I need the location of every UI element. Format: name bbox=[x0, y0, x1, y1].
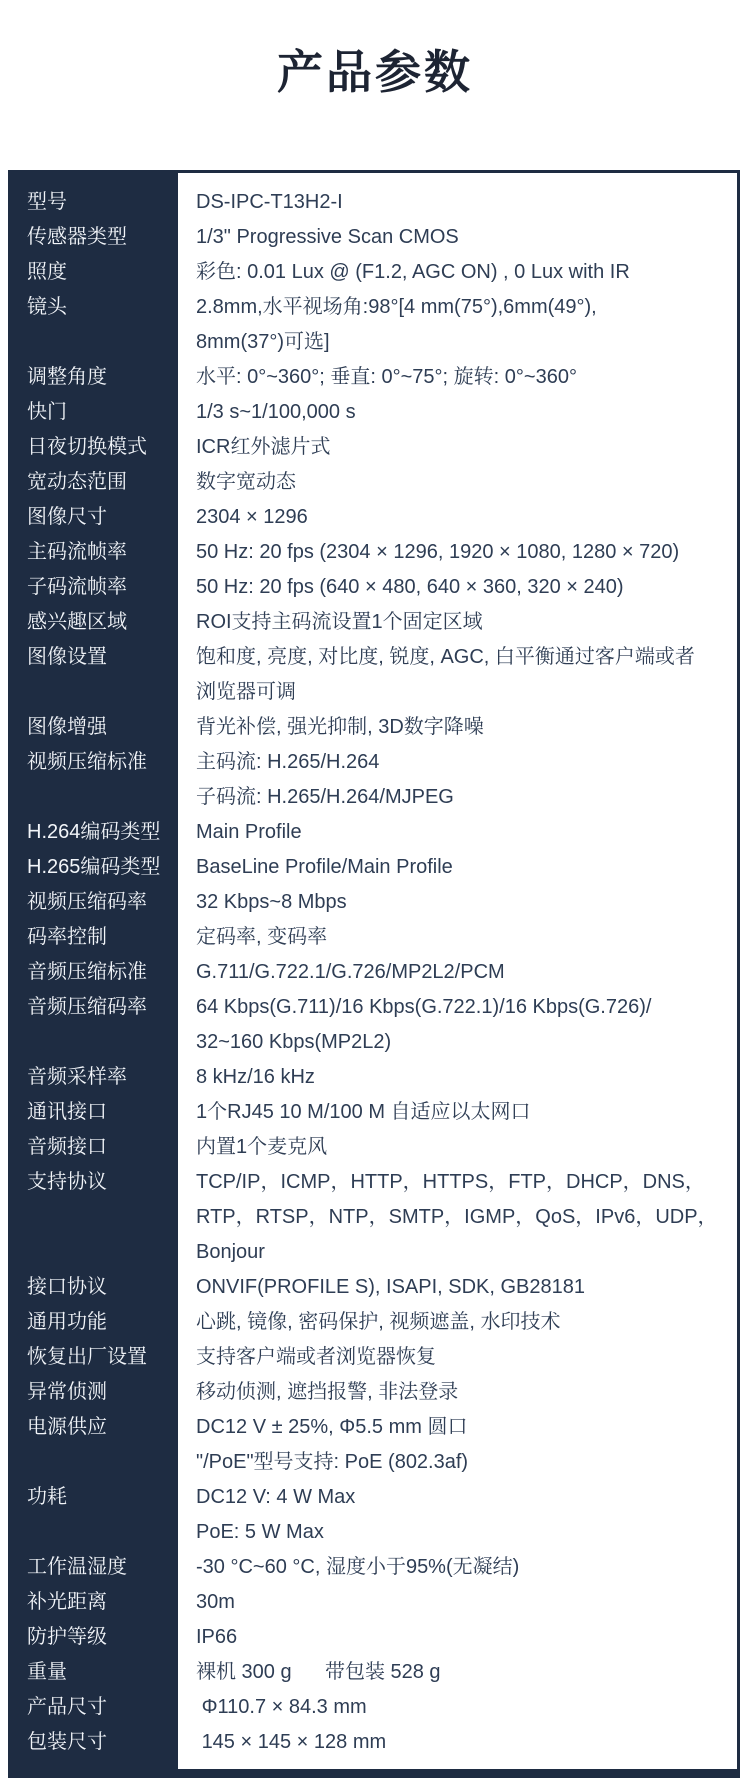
spec-label: 传感器类型 bbox=[27, 226, 127, 248]
spec-value bbox=[178, 1655, 737, 1690]
spec-label: 音频采样率 bbox=[27, 1066, 127, 1088]
spec-value-line: 彩色: 0.01 Lux @ (F1.2, AGC ON) , 0 Lux with IR bbox=[196, 261, 630, 283]
spec-value bbox=[178, 1375, 737, 1410]
spec-label: 产品尺寸 bbox=[27, 1696, 107, 1718]
spec-value-line: 支持客户端或者浏览器恢复 bbox=[196, 1346, 436, 1368]
spec-label: 接口协议 bbox=[27, 1276, 107, 1298]
spec-value bbox=[178, 535, 737, 570]
spec-label: 工作温湿度 bbox=[27, 1556, 127, 1578]
spec-value-line: "/PoE"型号支持: PoE (802.3af) bbox=[196, 1451, 469, 1473]
table-row bbox=[11, 605, 737, 640]
spec-label: 功耗 bbox=[27, 1486, 67, 1508]
spec-label: 重量 bbox=[27, 1661, 67, 1683]
spec-value-line: 50 Hz: 20 fps (640 × 480, 640 × 360, 320 × 240) bbox=[196, 576, 624, 598]
spec-table bbox=[8, 170, 740, 1778]
table-row bbox=[11, 1655, 737, 1690]
spec-value-line: 裸机 300 g 带包装 528 g bbox=[196, 1661, 441, 1683]
spec-value bbox=[178, 955, 737, 990]
spec-label: 音频接口 bbox=[27, 1136, 107, 1158]
spec-label: 防护等级 bbox=[27, 1626, 107, 1648]
table-row bbox=[11, 640, 737, 710]
spec-value bbox=[178, 290, 737, 360]
table-row bbox=[11, 1725, 737, 1760]
spec-value bbox=[178, 500, 737, 535]
table-row bbox=[11, 395, 737, 430]
spec-value-line: G.711/G.722.1/G.726/MP2L2/PCM bbox=[196, 961, 505, 983]
spec-value bbox=[178, 1305, 737, 1340]
spec-value-line: Bonjour bbox=[196, 1241, 265, 1263]
spec-value-line: 32 Kbps~8 Mbps bbox=[196, 891, 347, 913]
table-row bbox=[11, 850, 737, 885]
spec-value-line: DS-IPC-T13H2-I bbox=[196, 191, 343, 213]
spec-value-line: 水平: 0°~360°; 垂直: 0°~75°; 旋转: 0°~360° bbox=[196, 366, 577, 388]
table-row bbox=[11, 1480, 737, 1550]
table-row bbox=[11, 1375, 737, 1410]
table-row bbox=[11, 1690, 737, 1725]
spec-value bbox=[178, 570, 737, 605]
table-row bbox=[11, 465, 737, 500]
table-row bbox=[11, 955, 737, 990]
spec-label: 快门 bbox=[27, 401, 67, 423]
spec-value-line: 2304 × 1296 bbox=[196, 506, 308, 528]
table-row bbox=[11, 570, 737, 605]
table-row bbox=[11, 185, 737, 220]
spec-value bbox=[178, 605, 737, 640]
spec-value-line: 8mm(37°)可选] bbox=[196, 331, 330, 353]
spec-value bbox=[178, 885, 737, 920]
spec-value bbox=[178, 1620, 737, 1655]
spec-label: 图像设置 bbox=[27, 646, 107, 668]
spec-value-line: 定码率, 变码率 bbox=[196, 926, 328, 948]
spec-value bbox=[178, 640, 737, 710]
spec-value bbox=[178, 1480, 737, 1550]
spec-value bbox=[178, 1130, 737, 1165]
spec-value-line: IP66 bbox=[196, 1626, 238, 1648]
spec-label: 子码流帧率 bbox=[27, 576, 127, 598]
spec-value-line: 145 × 145 × 128 mm bbox=[196, 1731, 387, 1753]
spec-value-line: Φ110.7 × 84.3 mm bbox=[196, 1696, 367, 1718]
spec-label: 码率控制 bbox=[27, 926, 107, 948]
spec-label: 支持协议 bbox=[27, 1171, 107, 1193]
spec-value-line: ROI支持主码流设置1个固定区域 bbox=[196, 611, 483, 633]
spec-label: 补光距离 bbox=[27, 1591, 107, 1613]
table-row bbox=[11, 1165, 737, 1270]
spec-value bbox=[178, 360, 737, 395]
spec-label: 音频压缩标准 bbox=[27, 961, 147, 983]
spec-label: 照度 bbox=[27, 261, 67, 283]
spec-value bbox=[178, 1340, 737, 1375]
page-title: 产品参数 bbox=[277, 46, 473, 98]
spec-value-line: 1/3" Progressive Scan CMOS bbox=[196, 226, 459, 248]
spec-value bbox=[178, 850, 737, 885]
spec-label: 恢复出厂设置 bbox=[27, 1346, 147, 1368]
spec-value-line: 饱和度, 亮度, 对比度, 锐度, AGC, 白平衡通过客户端或者 bbox=[196, 646, 695, 668]
spec-value-line: DC12 V: 4 W Max bbox=[196, 1486, 356, 1508]
table-row bbox=[11, 1585, 737, 1620]
spec-value bbox=[178, 920, 737, 955]
table-row bbox=[11, 1095, 737, 1130]
spec-value bbox=[178, 465, 737, 500]
spec-label: 视频压缩标准 bbox=[27, 751, 147, 773]
spec-value-line: 子码流: H.265/H.264/MJPEG bbox=[196, 786, 454, 808]
table-row bbox=[11, 360, 737, 395]
spec-value-line: -30 °C~60 °C, 湿度小于95%(无凝结) bbox=[196, 1556, 520, 1578]
spec-value-line: 64 Kbps(G.711)/16 Kbps(G.722.1)/16 Kbps(G.726)/ bbox=[196, 996, 652, 1018]
table-row bbox=[11, 1060, 737, 1095]
spec-label: 异常侦测 bbox=[27, 1381, 107, 1403]
spec-value-line: 8 kHz/16 kHz bbox=[196, 1066, 315, 1088]
spec-label: H.264编码类型 bbox=[27, 821, 161, 843]
spec-value-line: 30m bbox=[196, 1591, 235, 1613]
table-row bbox=[11, 710, 737, 745]
spec-value-line: 数字宽动态 bbox=[196, 471, 296, 493]
table-row bbox=[11, 1270, 737, 1305]
spec-value bbox=[178, 430, 737, 465]
spec-value bbox=[178, 1165, 737, 1270]
table-row bbox=[11, 430, 737, 465]
table-row bbox=[11, 1620, 737, 1655]
spec-value bbox=[178, 1725, 737, 1760]
table-row bbox=[11, 1550, 737, 1585]
table-row bbox=[11, 1130, 737, 1165]
table-row bbox=[11, 290, 737, 360]
spec-label: 通用功能 bbox=[27, 1311, 107, 1333]
spec-value-line: 1/3 s~1/100,000 s bbox=[196, 401, 356, 423]
spec-value-line: 2.8mm,水平视场角:98°[4 mm(75°),6mm(49°), bbox=[196, 296, 597, 318]
table-row bbox=[11, 990, 737, 1060]
table-row bbox=[11, 885, 737, 920]
spec-value-line: ONVIF(PROFILE S), ISAPI, SDK, GB28181 bbox=[196, 1276, 586, 1298]
spec-label: 通讯接口 bbox=[27, 1101, 107, 1123]
spec-label: 镜头 bbox=[27, 296, 67, 318]
table-row bbox=[11, 500, 737, 535]
spec-value bbox=[178, 255, 737, 290]
spec-value bbox=[178, 220, 737, 255]
spec-value bbox=[178, 1095, 737, 1130]
spec-label: 音频压缩码率 bbox=[27, 996, 147, 1018]
spec-value-line: BaseLine Profile/Main Profile bbox=[196, 856, 453, 878]
table-row bbox=[11, 815, 737, 850]
spec-value bbox=[178, 1060, 737, 1095]
spec-value-line: 1个RJ45 10 M/100 M 自适应以太网口 bbox=[196, 1101, 531, 1123]
spec-value-line: 浏览器可调 bbox=[196, 681, 296, 703]
spec-value bbox=[178, 1270, 737, 1305]
spec-label: 电源供应 bbox=[27, 1416, 107, 1438]
spec-label: 宽动态范围 bbox=[27, 471, 127, 493]
spec-label: 日夜切换模式 bbox=[27, 436, 147, 458]
spec-label: 图像增强 bbox=[27, 716, 107, 738]
table-row bbox=[11, 255, 737, 290]
spec-value-line: RTP，RTSP，NTP，SMTP，IGMP，QoS，IPv6，UDP， bbox=[196, 1206, 718, 1228]
table-row bbox=[11, 220, 737, 255]
table-row bbox=[11, 920, 737, 955]
spec-value-line: 移动侦测, 遮挡报警, 非法登录 bbox=[196, 1381, 459, 1403]
spec-value bbox=[178, 1585, 737, 1620]
spec-value-line: TCP/IP，ICMP，HTTP，HTTPS，FTP，DHCP，DNS， bbox=[196, 1171, 705, 1193]
spec-value bbox=[178, 710, 737, 745]
table-row bbox=[11, 745, 737, 815]
spec-value-line: ICR红外滤片式 bbox=[196, 436, 331, 458]
spec-value bbox=[178, 1550, 737, 1585]
table-row bbox=[11, 535, 737, 570]
spec-value bbox=[178, 1410, 737, 1480]
spec-label: 图像尺寸 bbox=[27, 506, 107, 528]
spec-label: 包装尺寸 bbox=[27, 1731, 107, 1753]
spec-value bbox=[178, 395, 737, 430]
spec-value bbox=[178, 815, 737, 850]
spec-value-line: 50 Hz: 20 fps (2304 × 1296, 1920 × 1080, 1280 × 720) bbox=[196, 541, 680, 563]
spec-value bbox=[178, 745, 737, 815]
table-row bbox=[11, 1305, 737, 1340]
spec-value-line: DC12 V ± 25%, Φ5.5 mm 圆口 bbox=[196, 1416, 468, 1438]
spec-label: 型号 bbox=[27, 191, 67, 213]
spec-value bbox=[178, 990, 737, 1060]
spec-value-line: 背光补偿, 强光抑制, 3D数字降噪 bbox=[196, 716, 484, 738]
spec-label: 感兴趣区域 bbox=[27, 611, 127, 633]
spec-label: H.265编码类型 bbox=[27, 856, 161, 878]
spec-value-line: 内置1个麦克风 bbox=[196, 1136, 328, 1158]
spec-value bbox=[178, 185, 737, 220]
spec-value-line: 32~160 Kbps(MP2L2) bbox=[196, 1031, 392, 1053]
spec-value bbox=[178, 1690, 737, 1725]
table-row bbox=[11, 1340, 737, 1375]
spec-value-line: 主码流: H.265/H.264 bbox=[196, 751, 380, 773]
spec-label: 调整角度 bbox=[27, 366, 107, 388]
spec-value-line: PoE: 5 W Max bbox=[196, 1521, 324, 1543]
spec-label: 主码流帧率 bbox=[27, 541, 127, 563]
table-row bbox=[11, 1410, 737, 1480]
spec-value-line: 心跳, 镜像, 密码保护, 视频遮盖, 水印技术 bbox=[196, 1311, 561, 1333]
spec-value-line: Main Profile bbox=[196, 821, 302, 843]
spec-label: 视频压缩码率 bbox=[27, 891, 147, 913]
